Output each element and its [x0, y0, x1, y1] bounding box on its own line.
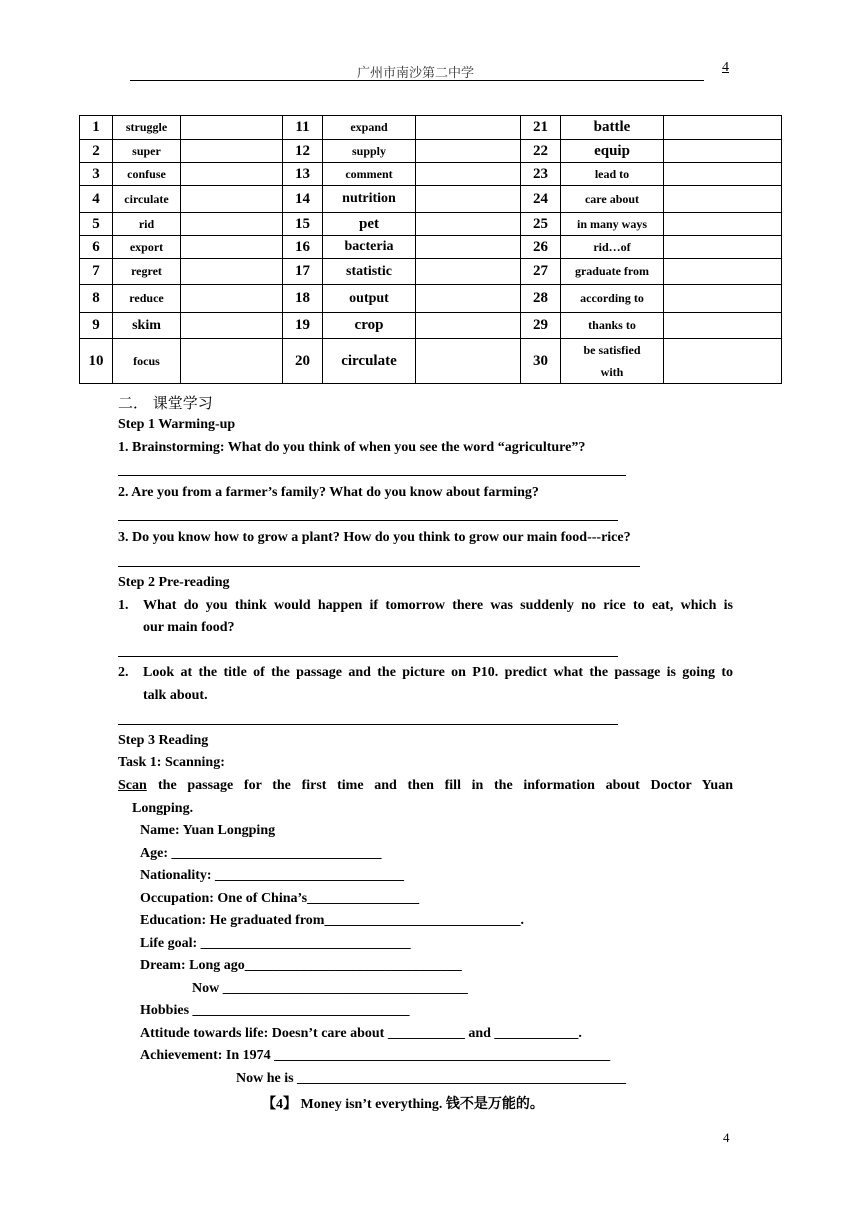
- vocab-word: crop: [323, 313, 416, 339]
- vocab-number: 2: [80, 140, 113, 163]
- vocab-number: 25: [521, 213, 561, 236]
- vocab-number: 21: [521, 116, 561, 140]
- vocab-answer-cell[interactable]: [664, 285, 782, 313]
- field-nationality[interactable]: Nationality: ___________________________: [140, 868, 405, 883]
- vocab-answer-cell[interactable]: [416, 285, 521, 313]
- vocab-number: 19: [283, 313, 323, 339]
- vocab-word: struggle: [113, 116, 181, 140]
- table-row: [80, 116, 782, 140]
- step1-question-3: 3. Do you know how to grow a plant? How do you think to grow our main food---rice?: [118, 530, 631, 545]
- vocab-answer-cell[interactable]: [181, 236, 283, 259]
- vocab-answer-cell[interactable]: [416, 259, 521, 285]
- table-row: [80, 259, 782, 285]
- vocab-word: graduate from: [561, 259, 664, 285]
- table-row: [80, 140, 782, 163]
- vocab-word: confuse: [113, 163, 181, 186]
- vocab-answer-cell[interactable]: [416, 163, 521, 186]
- proverb: 【4】 Money isn’t everything. 钱不是万能的。: [262, 1097, 544, 1112]
- answer-line[interactable]: [118, 724, 618, 725]
- vocab-number: 18: [283, 285, 323, 313]
- vocab-number: 14: [283, 186, 323, 213]
- vocab-answer-cell[interactable]: [664, 313, 782, 339]
- vocab-number: 26: [521, 236, 561, 259]
- vocab-answer-cell[interactable]: [181, 186, 283, 213]
- field-dream-long-ago[interactable]: Dream: Long ago_______________________________: [140, 958, 462, 973]
- vocab-word: rid…of: [561, 236, 664, 259]
- table-row: [80, 285, 782, 313]
- vocab-number: 1: [80, 116, 113, 140]
- answer-line[interactable]: [118, 475, 626, 476]
- vocab-word: focus: [113, 339, 181, 384]
- vocab-word: supply: [323, 140, 416, 163]
- vocab-number: 10: [80, 339, 113, 384]
- vocab-number: 27: [521, 259, 561, 285]
- vocab-answer-cell[interactable]: [181, 140, 283, 163]
- vocab-number: 6: [80, 236, 113, 259]
- step2-question-1-line2: our main food?: [143, 620, 235, 635]
- vocab-word: according to: [561, 285, 664, 313]
- vocab-number: 9: [80, 313, 113, 339]
- table-row: [80, 213, 782, 236]
- vocab-word: rid: [113, 213, 181, 236]
- vocab-word: skim: [113, 313, 181, 339]
- scan-instruction: the passage for the first time and then fill in the information about Doctor Yuan: [158, 778, 733, 793]
- vocab-answer-cell[interactable]: [416, 140, 521, 163]
- field-attitude[interactable]: Attitude towards life: Doesn’t care about ___________ and ____________.: [140, 1026, 582, 1041]
- vocab-word: bacteria: [323, 236, 416, 259]
- step2-question-2-line2: talk about.: [143, 688, 208, 703]
- vocab-number: 15: [283, 213, 323, 236]
- vocab-number: 7: [80, 259, 113, 285]
- vocab-word: reduce: [113, 285, 181, 313]
- step2-question-1-line1: What do you think would happen if tomorrow there was suddenly no rice to eat, which is: [143, 598, 733, 613]
- vocab-answer-cell[interactable]: [664, 339, 782, 384]
- field-education[interactable]: Education: He graduated from____________________________.: [140, 913, 524, 928]
- scan-word: Scan: [118, 778, 147, 793]
- table-row: [80, 313, 782, 339]
- table-row: [80, 163, 782, 186]
- vocab-answer-cell[interactable]: [181, 313, 283, 339]
- table-row: [80, 186, 782, 213]
- vocab-word: super: [113, 140, 181, 163]
- step2-question-2-line1: Look at the title of the passage and the picture on P10. predict what the passage is going to: [143, 665, 733, 680]
- vocab-word: expand: [323, 116, 416, 140]
- vocabulary-table: [79, 115, 782, 384]
- field-achievement-now[interactable]: Now he is _______________________________________________: [236, 1071, 627, 1086]
- answer-line[interactable]: [118, 520, 618, 521]
- table-row: [80, 339, 782, 384]
- vocab-answer-cell[interactable]: [664, 140, 782, 163]
- vocab-word: output: [323, 285, 416, 313]
- vocab-answer-cell[interactable]: [181, 339, 283, 384]
- vocab-number: 20: [283, 339, 323, 384]
- vocab-answer-cell[interactable]: [664, 186, 782, 213]
- vocab-number: 24: [521, 186, 561, 213]
- vocab-answer-cell[interactable]: [416, 213, 521, 236]
- school-name-header: 广州市南沙第二中学: [357, 66, 475, 81]
- step2-question-1-number: 1.: [118, 598, 129, 613]
- vocab-answer-cell[interactable]: [664, 213, 782, 236]
- vocab-word: equip: [561, 140, 664, 163]
- vocab-answer-cell[interactable]: [416, 116, 521, 140]
- vocab-answer-cell[interactable]: [664, 259, 782, 285]
- vocab-number: 17: [283, 259, 323, 285]
- footer-page-number: 4: [723, 1130, 730, 1145]
- vocab-number: 11: [283, 116, 323, 140]
- vocab-number: 5: [80, 213, 113, 236]
- vocab-number: 8: [80, 285, 113, 313]
- field-dream-now[interactable]: Now ___________________________________: [192, 981, 468, 996]
- vocab-word: export: [113, 236, 181, 259]
- vocab-number: 3: [80, 163, 113, 186]
- scan-instruction-line2: Longping.: [132, 801, 194, 816]
- vocab-word: statistic: [323, 259, 416, 285]
- answer-line[interactable]: [118, 566, 640, 567]
- vocab-number: 12: [283, 140, 323, 163]
- vocab-answer-cell[interactable]: [181, 213, 283, 236]
- vocab-number: 13: [283, 163, 323, 186]
- vocab-answer-cell[interactable]: [664, 236, 782, 259]
- field-age[interactable]: Age: ______________________________: [140, 846, 382, 861]
- step3-heading: Step 3 Reading: [118, 733, 209, 748]
- vocab-word: comment: [323, 163, 416, 186]
- vocab-answer-cell[interactable]: [416, 313, 521, 339]
- field-occupation[interactable]: Occupation: One of China’s________________: [140, 891, 420, 906]
- vocab-word: battle: [561, 116, 664, 140]
- header-page-number: 4: [722, 60, 729, 75]
- vocab-answer-cell[interactable]: [664, 163, 782, 186]
- step2-question-2-number: 2.: [118, 665, 129, 680]
- task1-heading: Task 1: Scanning:: [118, 755, 225, 770]
- vocab-answer-cell[interactable]: [664, 116, 782, 140]
- step2-heading: Step 2 Pre-reading: [118, 575, 230, 590]
- vocab-word: care about: [561, 186, 664, 213]
- vocab-answer-cell[interactable]: [181, 116, 283, 140]
- vocab-word: in many ways: [561, 213, 664, 236]
- vocab-word: lead to: [561, 163, 664, 186]
- vocab-word: circulate: [113, 186, 181, 213]
- vocab-number: 29: [521, 313, 561, 339]
- vocab-number: 30: [521, 339, 561, 384]
- vocab-answer-cell[interactable]: [181, 285, 283, 313]
- answer-line[interactable]: [118, 656, 618, 657]
- header-rule: [130, 80, 704, 81]
- vocab-number: 22: [521, 140, 561, 163]
- step1-heading: Step 1 Warming-up: [118, 417, 236, 432]
- vocab-word: nutrition: [323, 186, 416, 213]
- vocab-number: 4: [80, 186, 113, 213]
- vocab-word: regret: [113, 259, 181, 285]
- vocab-answer-cell[interactable]: [416, 236, 521, 259]
- vocab-answer-cell[interactable]: [181, 259, 283, 285]
- step1-question-1: 1. Brainstorming: What do you think of when you see the word “agriculture”?: [118, 440, 586, 455]
- step1-question-2: 2. Are you from a farmer’s family? What do you know about farming?: [118, 485, 539, 500]
- table-row: [80, 236, 782, 259]
- vocab-number: 28: [521, 285, 561, 313]
- vocab-answer-cell[interactable]: [181, 163, 283, 186]
- vocab-number: 23: [521, 163, 561, 186]
- field-achievement-1974[interactable]: Achievement: In 1974 ________________________________________________: [140, 1048, 611, 1063]
- section-title: 二． 课堂学习: [118, 394, 213, 412]
- vocab-number: 16: [283, 236, 323, 259]
- field-life-goal[interactable]: Life goal: ______________________________: [140, 936, 411, 951]
- vocab-word: be satisfied with: [561, 339, 664, 384]
- vocab-word: circulate: [323, 339, 416, 384]
- vocab-answer-cell[interactable]: [416, 186, 521, 213]
- vocab-answer-cell[interactable]: [416, 339, 521, 384]
- field-name: Name: Yuan Longping: [140, 823, 276, 838]
- field-hobbies[interactable]: Hobbies _______________________________: [140, 1003, 410, 1018]
- vocab-word: thanks to: [561, 313, 664, 339]
- vocab-word: pet: [323, 213, 416, 236]
